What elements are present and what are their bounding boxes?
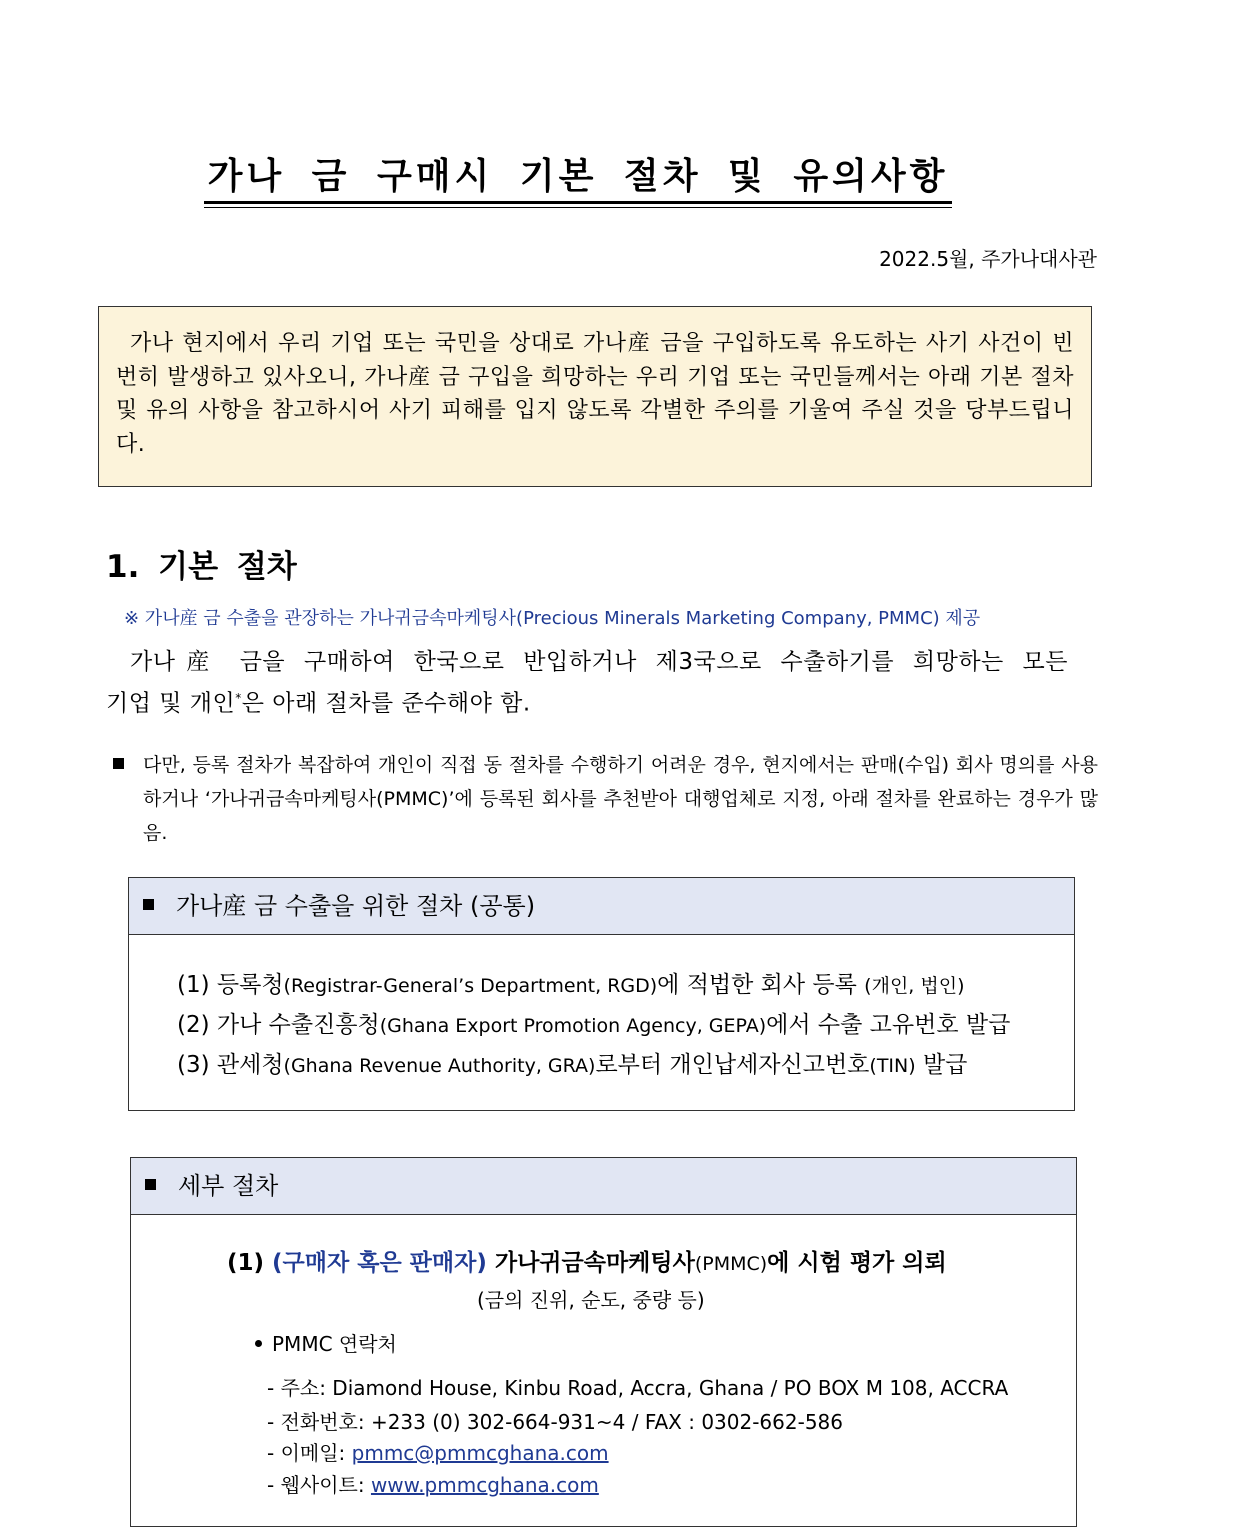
step-1-title — [227, 1244, 947, 1277]
item-note: (개인, 법인) — [864, 975, 965, 997]
item-org: (Registrar-General’s Department, RGD) — [283, 975, 658, 997]
step-number: (1) — [227, 1250, 273, 1276]
notice-text: 가나 현지에서 우리 기업 또는 국민을 상대로 가나産 금을 구입하도록 유도하는 사기 사건이 빈번히 발생하고 있사오니, 가나産 금 구입을 희망하는 우리 기업 또는 국민들께서는 아래 기본 절차 및 유의 사항을 참고하시어 사기 피해를 입지 않도록 각별한 주의를 기울여 주실 것을 당부드립니다. — [116, 331, 1074, 457]
detail-procedure-header — [131, 1158, 1076, 1215]
title-underline-thick — [204, 201, 952, 204]
item-note: (TIN) — [869, 1055, 916, 1077]
step-actor: (구매자 혹은 판매자) — [272, 1250, 487, 1276]
dot-bullet-icon — [255, 1340, 262, 1347]
procedure-item — [177, 1006, 1010, 1039]
item-label: (1) 등록청 — [177, 972, 284, 998]
item-org: (Ghana Revenue Authority, GRA) — [283, 1055, 596, 1077]
contact-phone: - 전화번호: +233 (0) 302-664-931~4 / FAX : 0302-662-586 — [267, 1410, 844, 1434]
intro-paragraph — [106, 644, 1068, 722]
procedure-item — [177, 1046, 967, 1079]
footnote-star: * — [235, 691, 242, 705]
step-1-subtitle: (금의 진위, 순도, 중량 등) — [477, 1288, 705, 1312]
contact-address: - 주소: Diamond House, Kinbu Road, Accra, Ghana / PO BOX M 108, ACCRA — [267, 1376, 1009, 1400]
email-label: - 이메일: — [267, 1441, 352, 1465]
date-line: 2022.5월, 주가나대사관 — [879, 247, 1097, 271]
step-org-abbr: (PMMC) — [694, 1253, 768, 1275]
common-procedure-box — [128, 877, 1075, 1111]
contact-heading — [255, 1328, 397, 1357]
website-link[interactable]: www.pmmcghana.com — [370, 1473, 599, 1497]
detail-procedure-heading: 세부 절차 — [178, 1172, 279, 1200]
contact-heading-text: PMMC 연락처 — [272, 1332, 397, 1356]
item-action: 에서 수출 고유번호 발급 — [766, 1012, 1011, 1038]
intro-line-2a: 기업 및 개인 — [106, 690, 236, 717]
item-action: 에 적법한 회사 등록 — [657, 972, 865, 998]
intro-line-2b: 은 아래 절차를 준수해야 함. — [241, 690, 531, 717]
document-title: 가나 금 구매시 기본 절차 및 유의사항 — [207, 156, 949, 197]
item-org: (Ghana Export Promotion Agency, GEPA) — [379, 1015, 767, 1037]
common-procedure-header — [129, 878, 1074, 935]
item-label: (3) 관세청 — [177, 1052, 284, 1078]
notice-box — [98, 306, 1092, 487]
common-procedure-heading: 가나産 금 수출을 위한 절차 (공통) — [176, 892, 536, 920]
source-note: ※ 가나産 금 수출을 관장하는 가나귀금속마케팅사(Precious Minerals Marketing Company, PMMC) 제공 — [124, 608, 981, 629]
contact-email-row — [267, 1437, 609, 1466]
square-bullet-icon — [145, 1179, 156, 1190]
procedure-item — [177, 966, 965, 999]
bullet-text: 다만, 등록 절차가 복잡하여 개인이 직접 동 절차를 수행하기 어려운 경우, 현지에서는 판매(수입) 회사 명의를 사용하거나 ‘가나귀금속마케팅사(PMMC)’에 등록된 회사를 추천받아 대행업체로 지정, 아래 절차를 완료하는 경우가 많음. — [143, 754, 1098, 844]
contact-website-row — [267, 1469, 599, 1498]
intro-line-1: 가나産 금을 구매하여 한국으로 반입하거나 제3국으로 수출하기를 희망하는 모든 — [130, 649, 1068, 675]
item-label: (2) 가나 수출진흥청 — [177, 1012, 380, 1038]
step-action: 에 시험 평가 의뢰 — [767, 1250, 947, 1276]
website-label: - 웹사이트: — [267, 1473, 371, 1497]
title-underline-thin — [204, 207, 952, 208]
square-bullet-icon — [143, 899, 154, 910]
square-bullet-icon — [113, 758, 124, 769]
section-heading: 1. 기본 절차 — [106, 549, 297, 585]
detail-procedure-box — [130, 1157, 1077, 1527]
item-action: 로부터 개인납세자신고번호 — [595, 1052, 870, 1078]
item-action-end: 발급 — [915, 1052, 968, 1078]
step-org: 가나귀금속마케팅사 — [486, 1250, 695, 1276]
email-link[interactable]: pmmc@pmmcghana.com — [351, 1441, 609, 1465]
